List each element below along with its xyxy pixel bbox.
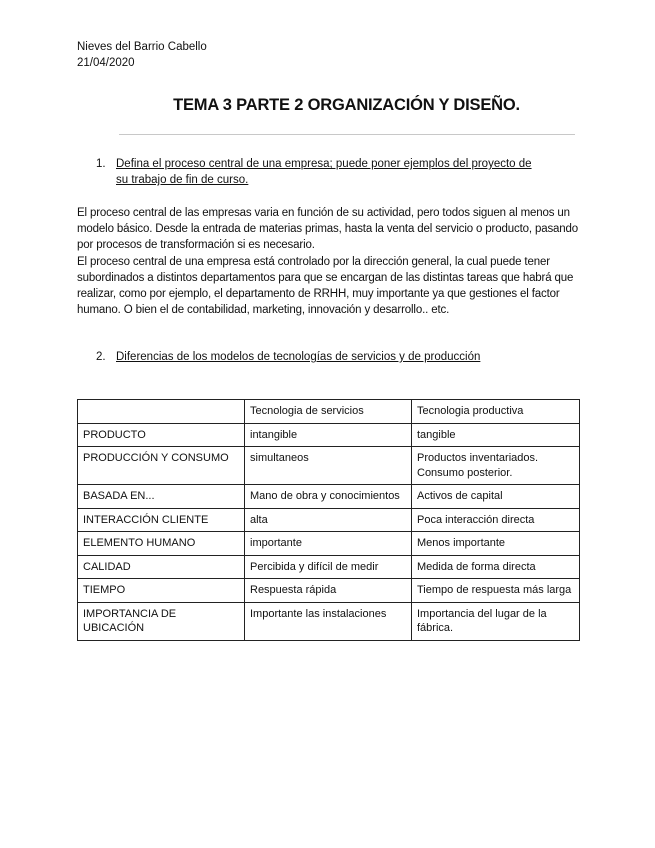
- table-cell: Activos de capital: [412, 485, 580, 509]
- table-row: [78, 485, 580, 509]
- table-cell: TIEMPO: [78, 579, 245, 603]
- answer-1-paragraph-1: El proceso central de las empresas varia en función de su actividad, pero todos siguen al menos un modelo básico. Desde la entrada de materias primas, hasta la venta del servicio o producto, pasando por procesos de transformación si es necesario.: [77, 207, 579, 252]
- table-cell: Menos importante: [412, 532, 580, 556]
- table-cell: BASADA EN...: [78, 485, 245, 509]
- table-cell: importante: [245, 532, 412, 556]
- table-row: [78, 579, 580, 603]
- table-cell: Percibida y difícil de medir: [245, 555, 412, 579]
- answer-1-paragraph-2: El proceso central de una empresa está controlado por la dirección general, la cual puede tener subordinados a distintos departamentos para que se encargan de las distintas tareas que habrá que realizar, como por ejemplo, el departamento de RRHH, muy importante ya que gestiones el factor humano. O bien el de contabilidad, marketing, innovación y desarrollo.. etc.: [77, 255, 574, 317]
- author-block: [77, 39, 207, 71]
- table-cell: Mano de obra y conocimientos: [245, 485, 412, 509]
- table-cell: Importancia del lugar de la fábrica.: [412, 602, 580, 640]
- table-header-row: [78, 400, 580, 424]
- table-row: [78, 532, 580, 556]
- table-cell: PRODUCCIÓN Y CONSUMO: [78, 447, 245, 485]
- table-cell: Productos inventariados. Consumo posterior.: [412, 447, 580, 485]
- author-name: Nieves del Barrio Cabello: [77, 41, 207, 53]
- table-cell: alta: [245, 508, 412, 532]
- document-date: 21/04/2020: [77, 57, 135, 69]
- table-cell: simultaneos: [245, 447, 412, 485]
- page-title: TEMA 3 PARTE 2 ORGANIZACIÓN Y DISEÑO.: [173, 96, 520, 114]
- question-2-text: Diferencias de los modelos de tecnologías de servicios y de producción: [116, 351, 481, 363]
- title-divider: [119, 134, 575, 135]
- table-row: [78, 555, 580, 579]
- table-cell: Importante las instalaciones: [245, 602, 412, 640]
- table-header-cell: [78, 400, 245, 424]
- table-cell: ELEMENTO HUMANO: [78, 532, 245, 556]
- comparison-table: [77, 399, 580, 641]
- table-cell: PRODUCTO: [78, 423, 245, 447]
- question-1-line-1: Defina el proceso central de una empresa; puede poner ejemplos del proyecto de: [116, 158, 532, 170]
- question-1-text: [116, 156, 532, 188]
- table-row: [78, 508, 580, 532]
- table-row: [78, 602, 580, 640]
- question-2-number: 2.: [96, 351, 106, 363]
- table-row: [78, 447, 580, 485]
- table-cell: CALIDAD: [78, 555, 245, 579]
- table-cell: Respuesta rápida: [245, 579, 412, 603]
- table-header-cell: Tecnologia de servicios: [245, 400, 412, 424]
- table-cell: Poca interacción directa: [412, 508, 580, 532]
- table-cell: tangible: [412, 423, 580, 447]
- question-1-line-2: su trabajo de fin de curso.: [116, 174, 249, 186]
- table-cell: IMPORTANCIA DE UBICACIÓN: [78, 602, 245, 640]
- table-cell: Medida de forma directa: [412, 555, 580, 579]
- table-cell: Tiempo de respuesta más larga: [412, 579, 580, 603]
- table-cell: INTERACCIÓN CLIENTE: [78, 508, 245, 532]
- answer-1: [77, 205, 580, 318]
- table-header-cell: Tecnologia productiva: [412, 400, 580, 424]
- table-row: [78, 423, 580, 447]
- table-cell: intangible: [245, 423, 412, 447]
- question-1-number: 1.: [96, 158, 106, 170]
